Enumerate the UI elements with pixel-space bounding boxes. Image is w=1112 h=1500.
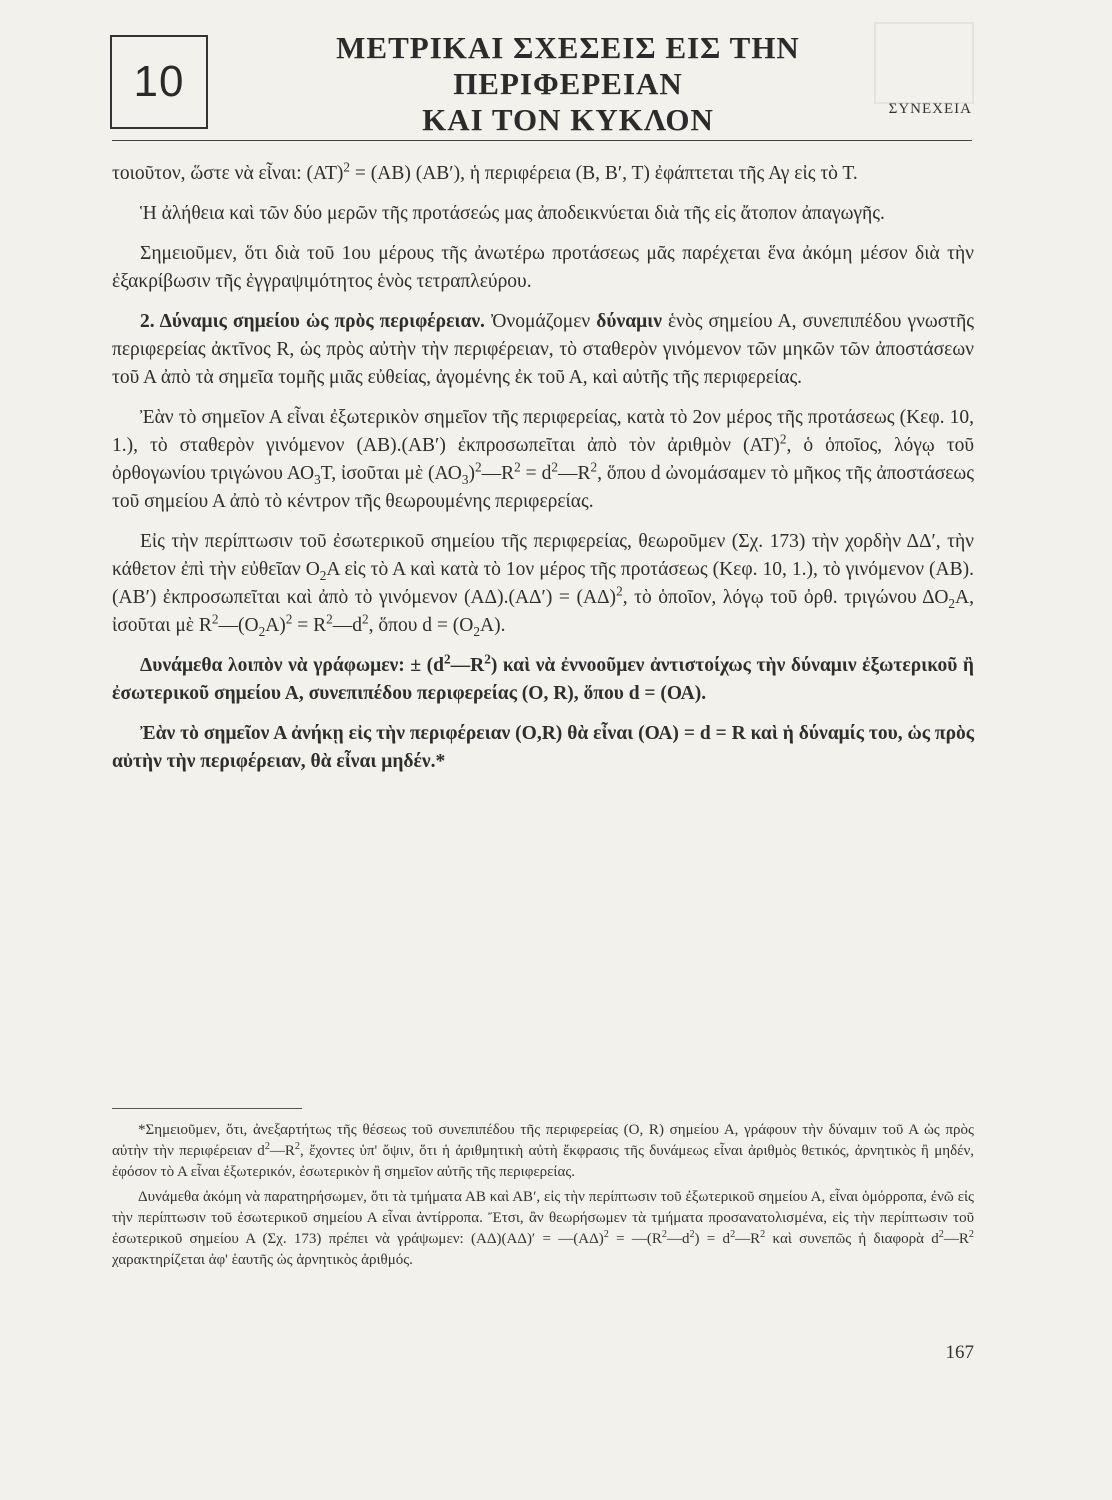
paragraph-4: 2. Δύναμις σημείου ὡς πρὸς περιφέρειαν. Ὀνομάζομεν δύναμιν ἑνὸς σημείου Α, συνεπιπέδου γνωστῆς περιφερείας ἀκτῖνος R, ὡς πρὸς αὐτὴν τὴν περιφέρειαν, τὸ σταθερὸν γινόμενον τῶν μηκῶν τῶν ἀποστάσεων τοῦ Α ἀπὸ τὰ σημεῖα τομῆς μιᾶς εὐθείας, ἀγομένης ἐκ τοῦ Α, καὶ αὐτῆς τῆς περιφερείας. [112, 311, 974, 388]
term-power: δύναμιν [596, 311, 662, 332]
paragraph-7: Δυνάμεθα λοιπὸν νὰ γράφωμεν: ± $(d^2—R^2)$ καὶ νὰ ἐννοοῦμεν ἀντιστοίχως τὴν δύναμιν ἐξωτερικοῦ ἢ ἐσωτερικοῦ σημείου Α, συνεπιπέδου περιφερείας (Ο, R), ὅπου d = (ΟΑ). [112, 651, 975, 704]
header-rule [112, 140, 972, 141]
footnote [112, 1120, 974, 1275]
paragraph-2: Ἡ ἀλήθεια καὶ τῶν δύο μερῶν τῆς προτάσεώς μας ἀποδεικνύεται διὰ τῆς εἰς ἄτοπον ἀπαγωγῆς. [140, 203, 885, 224]
footnote-paragraph-1: *Σημειοῦμεν, ὅτι, ἀνεξαρτήτως τῆς θέσεως τοῦ συνεπιπέδου τῆς περιφερείας (Ο, R) σημείου Α, γράφουν τὴν δύναμιν τοῦ Α ὡς πρὸς αὐτὴν τὴν περιφέρειαν $d^2—R^2$, ἔχοντες ὑπ' ὄψιν, ὅτι ἡ ἀριθμητικὴ αὐτὴ ἔκφρασις τῆς δυνάμεως εἶναι ἀριθμὸς θετικός, ἀρνητικὸς ἢ μηδέν, ἐφόσον τὸ Α εἶναι ἐξωτερικόν, ἐσωτερικὸν ἢ σημεῖον αὐτῆς τῆς περιφερείας. [112, 1122, 974, 1180]
chapter-title [228, 30, 908, 138]
chapter-number: 10 [133, 57, 185, 106]
section-heading: 2. Δύναμις σημείου ὡς πρὸς περιφέρειαν. [140, 311, 485, 332]
paragraph-6: Εἰς τὴν περίπτωσιν τοῦ ἐσωτερικοῦ σημείου τῆς περιφερείας, θεωροῦμεν (Σχ. 173) τὴν χορδὴν ΔΔ′, τὴν κάθετον ἐπὶ τὴν εὐθεῖαν $O_2A$ εἰς τὸ Α καὶ κατὰ τὸ 1ον μέρος τῆς προτάσεως (Κεφ. 10, 1.), τὸ γινόμενον (ΑΒ).(ΑΒ′) ἐκπροσωπεῖται καὶ ἀπὸ τὸ γινόμενον $(A\Delta).(A\Delta') = (A\Delta)^2$, τὸ ὁποῖον, λόγῳ τοῦ ὀρθ. τριγώνου $\Delta O_2A$, ἰσοῦται μὲ $R^2—(O_2A)^2$ = $R^2—d^2$, ὅπου $d = (O_2A)$. [112, 531, 975, 639]
continued-label: ΣΥΝΕΧΕΙΑ [888, 101, 972, 117]
chapter-title-line2: ΚΑΙ ΤΟΝ ΚΥΚΛΟΝ [422, 102, 714, 137]
footnote-paragraph-2: Δυνάμεθα ἀκόμη νὰ παρατηρήσωμεν, ὅτι τὰ τμήματα ΑΒ καὶ ΑΒ′, εἰς τὴν περίπτωσιν τοῦ ἐξωτερικοῦ σημείου Α, εἶναι ὁμόρροπα, ἐνῶ εἰς τὴν περίπτωσιν τοῦ ἐσωτερικοῦ σημείου Α εἶναι ἀντίρροπα. Ἔτσι, ἂν θεωρήσωμεν τὰ τμήματα προσανατολισμένα, εἰς τὴν περίπτωσιν τοῦ ἐσωτερικοῦ σημείου Α (Σχ. 173) πρέπει νὰ γράψωμεν: $(A\Delta)(A\Delta)' = —(A\Delta)^2$ = $—(R^2—d^2)$ = $d^2—R^2$ καὶ συνεπῶς ἡ διαφορὰ $d^2—R^2$ χαρακτηρίζεται ἀφ' ἑαυτῆς ὡς ἀρνητικὸς ἀριθμός. [112, 1189, 974, 1268]
chapter-number-box [110, 35, 208, 129]
footnote-rule [112, 1108, 302, 1109]
paragraph-5: Ἐὰν τὸ σημεῖον Α εἶναι ἐξωτερικὸν σημεῖον τῆς περιφερείας, κατὰ τὸ 2ον μέρος τῆς προτάσεως (Κεφ. 10, 1.), τὸ σταθερὸν γινόμενον (ΑΒ).(ΑΒ′) ἐκπροσωπεῖται ἀπὸ τὸν ἀριθμὸν $(AT)^2$, ὁ ὁποῖος, λόγῳ τοῦ ὀρθογωνίου τριγώνου $AO_3T$, ἰσοῦται μὲ $(AO_3)^2—R^2$ = $d^2—R^2$, ὅπου d ὠνομάσαμεν τὸ μῆκος τῆς ἀποστάσεως τοῦ σημείου Α ἀπὸ τὸ κέντρον τῆς θεωρουμένης περιφερείας. [112, 407, 974, 512]
chapter-title-line1: ΜΕΤΡΙΚΑΙ ΣΧΕΣΕΙΣ ΕΙΣ ΤΗΝ ΠΕΡΙΦΕΡΕΙΑΝ [336, 30, 800, 101]
paragraph-8: Ἐὰν τὸ σημεῖον Α ἀνήκῃ εἰς τὴν περιφέρειαν (Ο,R) θὰ εἶναι (ΟΑ) = d = R καὶ ἡ δύναμίς του, ὡς πρὸς αὐτὴν τὴν περιφέρειαν, θὰ εἶναι μηδέν.* [112, 723, 974, 772]
paragraph-1: τοιοῦτον, ὥστε νὰ εἶναι: $(AT)^2 = (AB)$ (ΑΒ′), ἡ περιφέρεια (Β, Β′, Τ) ἐφάπτεται τῆς Αγ εἰς τὸ Τ. [112, 159, 858, 184]
page-number: 167 [945, 1342, 974, 1363]
main-text [112, 160, 974, 788]
paragraph-3: Σημειοῦμεν, ὅτι διὰ τοῦ 1ου μέρους τῆς ἀνωτέρω προτάσεως μᾶς παρέχεται ἕνα ἀκόμη μέσον διὰ τὴν ἐξακρίβωσιν τῆς ἐγγραψιμότητος ἑνὸς τετραπλεύρου. [112, 243, 974, 292]
